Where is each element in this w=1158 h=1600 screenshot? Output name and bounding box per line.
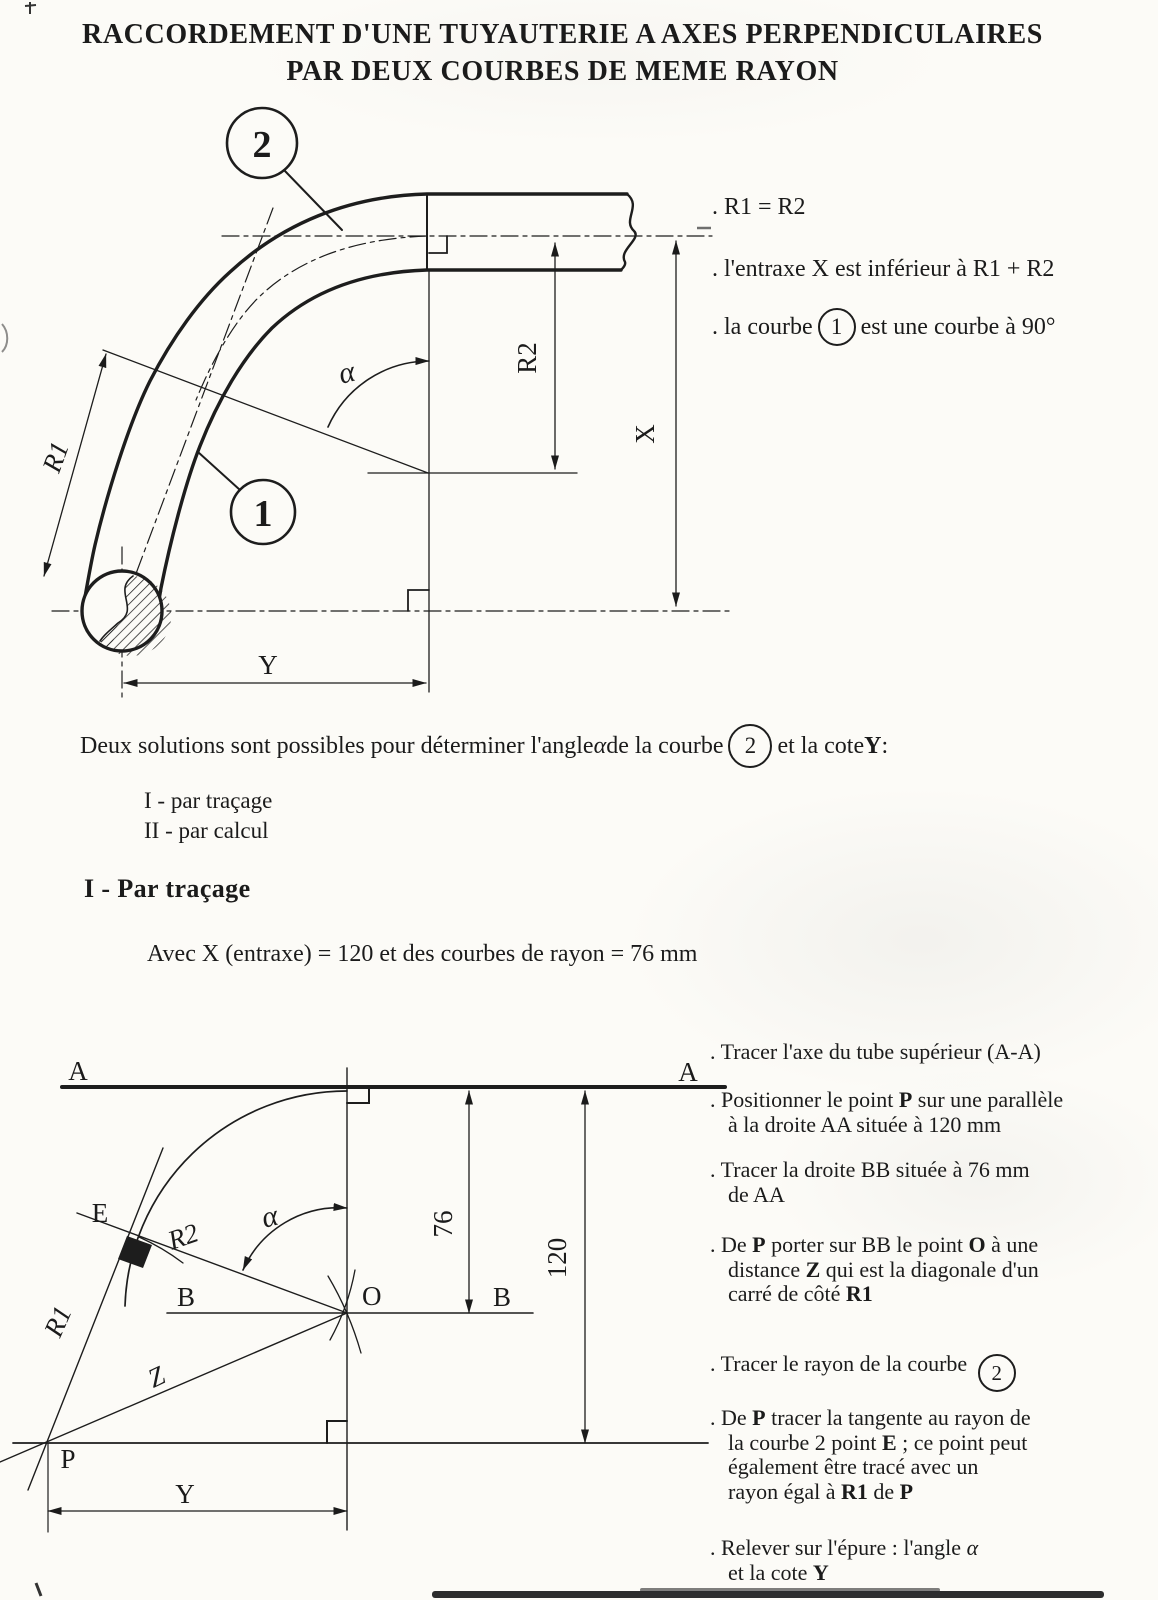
step-trace-bb: . Tracer la droite BB située à 76 mm de AA — [710, 1157, 1030, 1207]
label-a-right: A — [678, 1057, 698, 1087]
label-e: E — [91, 1198, 109, 1228]
pipe-break-edge — [621, 194, 636, 270]
right-angle-mark-base — [327, 1421, 347, 1443]
lower-pipe-axis-line — [122, 208, 273, 611]
label-r2-2: R2 — [164, 1217, 203, 1256]
callout-1-number: 1 — [253, 493, 273, 535]
label-b-right: B — [492, 1282, 512, 1312]
step-position-point-p: . Positionner le point P sur une parallèle à la droite AA située à 120 mm — [710, 1087, 1064, 1137]
label-z: Z — [143, 1360, 170, 1394]
pipe-outer-edge — [85, 194, 627, 597]
label-x: X — [630, 424, 660, 444]
note-r1-equals-r2: . R1 = R2 — [712, 193, 806, 220]
label-p: P — [60, 1444, 76, 1474]
pipe-curved-centerline — [196, 236, 427, 400]
label-a-left: A — [68, 1056, 88, 1086]
right-angle-mark-joint — [429, 236, 447, 253]
callout-2-number: 2 — [252, 124, 272, 166]
scan-mark-left-edge — [2, 324, 7, 352]
label-r1-2: R1 — [37, 1301, 78, 1342]
label-y: Y — [258, 650, 278, 680]
scan-edge-smudge-2 — [640, 1588, 940, 1592]
diagram2-labels — [38, 1056, 699, 1509]
label-r1: R1 — [36, 437, 75, 477]
paragraph-two-solutions: Deux solutions sont possibles pour déterminer l'angle α de la courbe 2 et la cote Y : — [80, 724, 888, 768]
method-item-tracage: I - par traçage — [144, 788, 273, 813]
label-alpha-2: α — [258, 1198, 282, 1235]
pipe-inner-edge — [156, 270, 621, 621]
pipe-elbow-diagram — [36, 108, 730, 700]
page-title-line1: RACCORDEMENT D'UNE TUYAUTERIE A AXES PERPENDICULAIRES — [82, 19, 1043, 50]
right-angle-mark-bottom — [408, 590, 429, 611]
note-courbe-90: . la courbe 1 est une courbe à 90° — [712, 308, 1055, 346]
step-point-o-distance-z: . De P porter sur BB le point O à une distance Z qui est la diagonale d'un carré de côté R1 — [710, 1232, 1039, 1306]
page-title-line2: PAR DEUX COURBES DE MEME RAYON — [286, 56, 839, 87]
alpha-angle-arc-2 — [243, 1208, 347, 1270]
label-o: O — [362, 1281, 382, 1311]
radius-junction-line — [103, 350, 428, 473]
callout-2-leader — [284, 170, 342, 230]
construction-lines — [103, 270, 577, 692]
step-trace-axis: . Tracer l'axe du tube supérieur (A-A) — [710, 1039, 1041, 1064]
compass-arcs — [139, 1237, 361, 1353]
label-r2: R2 — [512, 342, 542, 374]
scan-artifacts — [2, 2, 1104, 1598]
right-angle-mark-aa — [347, 1087, 369, 1103]
step-tangent-point-e: . De P tracer la tangente au rayon de la courbe 2 point E ; ce point peut également être tracé avec un rayon égal à R1 de P — [710, 1405, 1031, 1504]
label-alpha: α — [335, 354, 359, 391]
step-trace-radius-curve2: . Tracer le rayon de la courbe 2 — [710, 1352, 1158, 1392]
curve2-arc — [125, 1091, 347, 1306]
label-b-left: B — [176, 1282, 196, 1312]
step-read-results: . Relever sur l'épure : l'angle α et la cote Y — [710, 1535, 979, 1585]
scan-mark-bottom-left — [36, 1583, 41, 1596]
pipe-body — [82, 194, 627, 651]
label-76: 76 — [428, 1210, 458, 1238]
callouts — [198, 108, 342, 544]
scan-edge-smudge — [432, 1591, 1104, 1598]
hypothesis-line: Avec X (entraxe) = 120 et des courbes de rayon = 76 mm — [147, 941, 698, 967]
label-120: 120 — [542, 1237, 572, 1279]
callout-1-leader — [198, 452, 240, 490]
epure-construction-diagram — [0, 1056, 725, 1532]
label-y2: Y — [175, 1479, 195, 1509]
scan-mark-top-left — [25, 2, 36, 14]
compass-arc-at-o-2 — [330, 1270, 355, 1340]
note-entraxe: . l'entraxe X est inférieur à R1 + R2 — [712, 255, 1055, 282]
method-item-calcul: II - par calcul — [144, 818, 269, 843]
section-heading-par-tracage: I - Par traçage — [84, 874, 251, 903]
